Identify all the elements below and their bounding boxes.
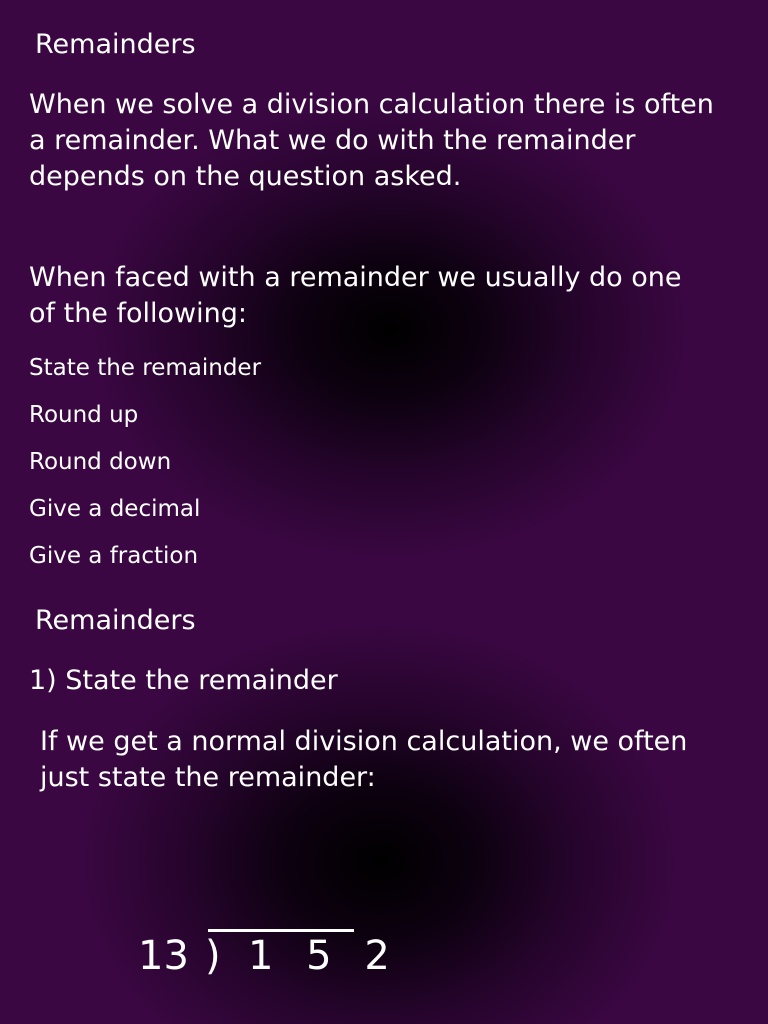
options-intro-paragraph: When faced with a remainder we usually do one of the following: xyxy=(29,262,682,329)
option-round-down: Round down xyxy=(29,449,172,475)
option-round-up: Round up xyxy=(29,402,139,428)
remainder-options-list xyxy=(29,345,261,580)
intro-paragraph: When we solve a division calculation there is often a remainder. What we do with the remainder depends on the question asked. xyxy=(29,89,714,192)
option-give-decimal: Give a decimal xyxy=(29,496,201,522)
slide-state-remainder xyxy=(0,592,768,1024)
option-give-fraction: Give a fraction xyxy=(29,543,199,569)
section-heading: 1) State the remainder xyxy=(29,665,338,696)
option-state-remainder: State the remainder xyxy=(29,355,262,381)
slide-title: Remainders xyxy=(35,29,196,60)
dividend: 1 5 2 xyxy=(248,933,400,979)
explanation-paragraph: If we get a normal division calculation, we often just state the remainder: xyxy=(40,726,688,793)
slide-title: Remainders xyxy=(35,605,196,636)
divisor: 13 xyxy=(138,933,189,979)
division-bracket: ) xyxy=(205,933,221,979)
